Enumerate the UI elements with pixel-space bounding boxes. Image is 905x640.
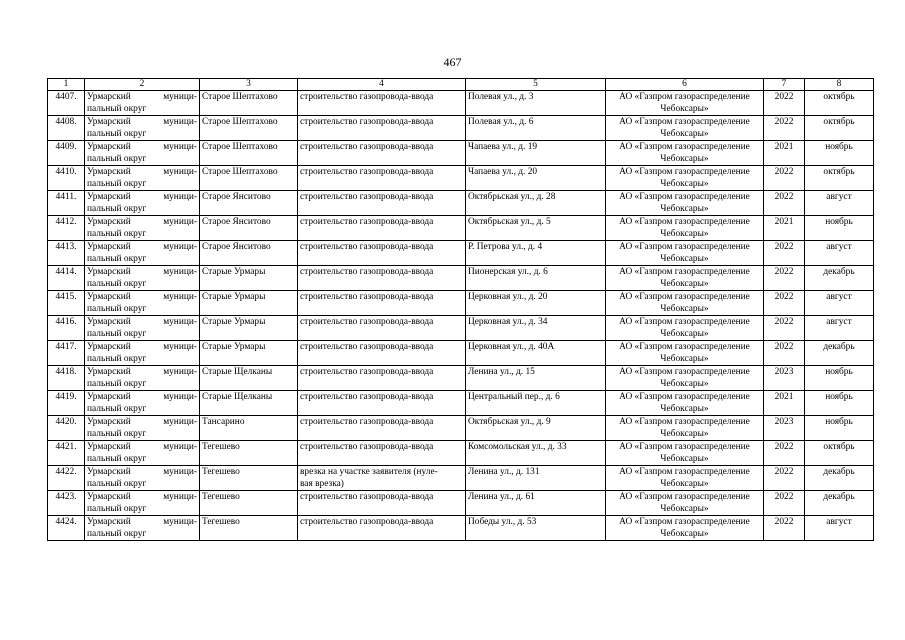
organization-line-1: АО «Газпром газораспределение [619,517,750,527]
organization-line-2: Чебоксары» [660,254,709,264]
organization-line-1: АО «Газпром газораспределение [619,492,750,502]
work-type-line-1: строительство газопровода-ввода [300,517,434,527]
work-type-line-1: строительство газопровода-ввода [300,192,434,202]
work-type-line-1: строительство газопровода-ввода [300,167,434,177]
row-number: 4411. [48,191,85,216]
address-cell: Ленина ул., д. 61 [466,491,606,516]
row-number: 4415. [48,291,85,316]
address-cell: Октябрьская ул., д. 28 [466,191,606,216]
work-type-cell [298,216,466,241]
column-header-3: 3 [200,79,298,91]
address-cell: Победы ул., д. 53 [466,516,606,541]
settlement-cell: Старые Урмары [200,341,298,366]
year-cell: 2022 [764,266,805,291]
table-row [48,366,874,391]
table-row [48,241,874,266]
row-number: 4418. [48,366,85,391]
address-cell: Октябрьская ул., д. 9 [466,416,606,441]
month-cell: август [805,191,874,216]
table-row [48,166,874,191]
settlement-cell: Старое Шептахово [200,141,298,166]
row-number: 4423. [48,491,85,516]
district-word-hyphen: муници- [163,342,197,352]
row-number: 4410. [48,166,85,191]
year-cell: 2023 [764,366,805,391]
district-cell [85,166,200,191]
district-word-hyphen: муници- [163,117,197,127]
month-cell: декабрь [805,341,874,366]
district-cell [85,316,200,341]
month-cell: октябрь [805,441,874,466]
column-header-8: 8 [805,79,874,91]
year-cell: 2022 [764,441,805,466]
table-body [48,91,874,541]
table-row [48,391,874,416]
column-header-2: 2 [85,79,200,91]
district-line-2: пальный округ [87,479,147,489]
district-cell [85,291,200,316]
year-cell: 2022 [764,166,805,191]
work-type-cell [298,416,466,441]
district-word-hyphen: муници- [163,417,197,427]
district-line-2: пальный округ [87,379,147,389]
district-word: Урмарский [87,317,131,327]
work-type-cell [298,316,466,341]
year-cell: 2022 [764,291,805,316]
work-type-cell [298,491,466,516]
district-line-2: пальный округ [87,179,147,189]
row-number: 4413. [48,241,85,266]
table-header-row [48,79,874,91]
district-line-2: пальный округ [87,529,147,539]
work-type-line-1: строительство газопровода-ввода [300,492,434,502]
month-cell: август [805,516,874,541]
district-line-2: пальный округ [87,454,147,464]
address-cell: Чапаева ул., д. 19 [466,141,606,166]
district-cell [85,191,200,216]
organization-line-2: Чебоксары» [660,229,709,239]
district-line-2: пальный округ [87,304,147,314]
address-cell: Церковная ул., д. 40А [466,341,606,366]
year-cell: 2022 [764,516,805,541]
organization-line-2: Чебоксары» [660,129,709,139]
year-cell: 2022 [764,191,805,216]
address-cell: Центральный пер., д. 6 [466,391,606,416]
district-cell [85,516,200,541]
district-word-hyphen: муници- [163,467,197,477]
month-cell: ноябрь [805,391,874,416]
district-word-hyphen: муници- [163,192,197,202]
organization-cell [606,466,764,491]
organization-cell [606,341,764,366]
organization-cell [606,516,764,541]
work-type-cell [298,116,466,141]
settlement-cell: Старые Урмары [200,291,298,316]
organization-line-1: АО «Газпром газораспределение [619,317,750,327]
organization-line-2: Чебоксары» [660,529,709,539]
district-word-hyphen: муници- [163,167,197,177]
district-word-hyphen: муници- [163,142,197,152]
organization-cell [606,391,764,416]
work-type-line-1: строительство газопровода-ввода [300,142,434,152]
district-line-2: пальный округ [87,129,147,139]
work-type-line-1: строительство газопровода-ввода [300,367,434,377]
table-row [48,466,874,491]
address-cell: Пионерская ул., д. 6 [466,266,606,291]
settlement-cell: Старое Янситово [200,191,298,216]
row-number: 4422. [48,466,85,491]
district-word: Урмарский [87,117,131,127]
settlement-cell: Старое Янситово [200,241,298,266]
year-cell: 2021 [764,216,805,241]
district-word: Урмарский [87,267,131,277]
district-word-hyphen: муници- [163,92,197,102]
work-type-cell [298,241,466,266]
settlement-cell: Тегешево [200,441,298,466]
row-number: 4421. [48,441,85,466]
settlement-cell: Старое Шептахово [200,166,298,191]
table-row [48,441,874,466]
organization-cell [606,291,764,316]
organization-line-2: Чебоксары» [660,379,709,389]
organization-cell [606,416,764,441]
work-type-cell [298,166,466,191]
district-word-hyphen: муници- [163,292,197,302]
settlement-cell: Старое Шептахово [200,116,298,141]
district-word-hyphen: муници- [163,317,197,327]
organization-line-2: Чебоксары» [660,154,709,164]
settlement-cell: Тансарино [200,416,298,441]
organization-line-1: АО «Газпром газораспределение [619,417,750,427]
organization-line-1: АО «Газпром газораспределение [619,367,750,377]
district-word: Урмарский [87,142,131,152]
district-word-hyphen: муници- [163,517,197,527]
work-type-line-1: строительство газопровода-ввода [300,442,434,452]
organization-line-2: Чебоксары» [660,504,709,514]
organization-cell [606,191,764,216]
table-row [48,266,874,291]
month-cell: октябрь [805,91,874,116]
settlement-cell: Старые Урмары [200,316,298,341]
district-line-2: пальный округ [87,204,147,214]
organization-line-2: Чебоксары» [660,429,709,439]
row-number: 4417. [48,341,85,366]
organization-cell [606,491,764,516]
district-word-hyphen: муници- [163,367,197,377]
page-number: 467 [443,55,462,69]
district-word-hyphen: муници- [163,492,197,502]
settlement-cell: Тегешево [200,466,298,491]
district-word-hyphen: муници- [163,217,197,227]
year-cell: 2021 [764,391,805,416]
year-cell: 2022 [764,241,805,266]
organization-line-1: АО «Газпром газораспределение [619,442,750,452]
work-type-line-1: строительство газопровода-ввода [300,117,434,127]
table-row [48,516,874,541]
work-type-cell [298,191,466,216]
row-number: 4424. [48,516,85,541]
table-row [48,416,874,441]
address-cell: Октябрьская ул., д. 5 [466,216,606,241]
organization-line-1: АО «Газпром газораспределение [619,342,750,352]
row-number: 4412. [48,216,85,241]
year-cell: 2022 [764,91,805,116]
address-cell: Ленина ул., д. 131 [466,466,606,491]
district-cell [85,241,200,266]
work-type-line-1: строительство газопровода-ввода [300,242,434,252]
month-cell: декабрь [805,466,874,491]
district-line-2: пальный округ [87,329,147,339]
organization-line-1: АО «Газпром газораспределение [619,117,750,127]
work-type-cell [298,366,466,391]
year-cell: 2022 [764,491,805,516]
work-type-cell [298,141,466,166]
district-cell [85,141,200,166]
month-cell: август [805,291,874,316]
table-row [48,191,874,216]
district-word: Урмарский [87,342,131,352]
year-cell: 2022 [764,466,805,491]
address-cell: Р. Петрова ул., д. 4 [466,241,606,266]
work-type-line-1: строительство газопровода-ввода [300,267,434,277]
organization-cell [606,241,764,266]
district-word-hyphen: муници- [163,392,197,402]
district-line-2: пальный округ [87,354,147,364]
address-cell: Церковная ул., д. 34 [466,316,606,341]
district-word: Урмарский [87,417,131,427]
column-header-5: 5 [466,79,606,91]
district-word-hyphen: муници- [163,242,197,252]
district-line-2: пальный округ [87,429,147,439]
month-cell: декабрь [805,266,874,291]
organization-cell [606,141,764,166]
year-cell: 2022 [764,341,805,366]
district-word: Урмарский [87,92,131,102]
work-type-line-1: строительство газопровода-ввода [300,292,434,302]
district-word: Урмарский [87,467,131,477]
organization-line-1: АО «Газпром газораспределение [619,292,750,302]
month-cell: август [805,316,874,341]
district-word: Урмарский [87,292,131,302]
row-number: 4414. [48,266,85,291]
settlement-cell: Старое Шептахово [200,91,298,116]
organization-cell [606,366,764,391]
organization-cell [606,116,764,141]
table-row [48,91,874,116]
district-cell [85,266,200,291]
organization-line-2: Чебоксары» [660,329,709,339]
row-number: 4416. [48,316,85,341]
organization-line-2: Чебоксары» [660,454,709,464]
work-type-cell [298,266,466,291]
organization-line-2: Чебоксары» [660,479,709,489]
organization-line-2: Чебоксары» [660,279,709,289]
month-cell: ноябрь [805,416,874,441]
column-header-4: 4 [298,79,466,91]
organization-line-1: АО «Газпром газораспределение [619,392,750,402]
organization-line-1: АО «Газпром газораспределение [619,142,750,152]
organization-line-1: АО «Газпром газораспределение [619,242,750,252]
district-line-2: пальный округ [87,404,147,414]
row-number: 4408. [48,116,85,141]
organization-line-2: Чебоксары» [660,179,709,189]
district-word-hyphen: муници- [163,442,197,452]
address-cell: Церковная ул., д. 20 [466,291,606,316]
settlement-cell: Старое Янситово [200,216,298,241]
work-type-cell [298,516,466,541]
month-cell: декабрь [805,491,874,516]
column-header-6: 6 [606,79,764,91]
organization-line-1: АО «Газпром газораспределение [619,167,750,177]
month-cell: ноябрь [805,366,874,391]
work-type-line-1: строительство газопровода-ввода [300,342,434,352]
settlement-cell: Старые Урмары [200,266,298,291]
work-type-cell [298,291,466,316]
district-word: Урмарский [87,392,131,402]
month-cell: октябрь [805,166,874,191]
work-type-cell [298,91,466,116]
district-word: Урмарский [87,367,131,377]
district-line-2: пальный округ [87,104,147,114]
work-type-line-1: строительство газопровода-ввода [300,392,434,402]
organization-cell [606,441,764,466]
work-type-line-1: строительство газопровода-ввода [300,92,434,102]
address-cell: Ленина ул., д. 15 [466,366,606,391]
district-cell [85,216,200,241]
district-cell [85,366,200,391]
settlement-cell: Старые Щелканы [200,366,298,391]
district-cell [85,466,200,491]
column-header-1: 1 [48,79,85,91]
organization-line-2: Чебоксары» [660,104,709,114]
settlement-cell: Старые Щелканы [200,391,298,416]
table-row [48,141,874,166]
organization-line-1: АО «Газпром газораспределение [619,92,750,102]
row-number: 4409. [48,141,85,166]
work-type-line-1: врезка на участке заявителя (нуле- [300,467,438,477]
organization-cell [606,216,764,241]
organization-cell [606,266,764,291]
table-row [48,491,874,516]
district-cell [85,416,200,441]
month-cell: ноябрь [805,216,874,241]
district-cell [85,441,200,466]
address-cell: Комсомольская ул., д. 33 [466,441,606,466]
month-cell: октябрь [805,116,874,141]
district-line-2: пальный округ [87,254,147,264]
row-number: 4420. [48,416,85,441]
row-number: 4419. [48,391,85,416]
district-line-2: пальный округ [87,154,147,164]
organization-cell [606,316,764,341]
month-cell: август [805,241,874,266]
year-cell: 2021 [764,141,805,166]
district-cell [85,341,200,366]
organization-line-1: АО «Газпром газораспределение [619,192,750,202]
district-cell [85,91,200,116]
organization-line-2: Чебоксары» [660,204,709,214]
gasification-table [47,78,874,541]
district-cell [85,116,200,141]
address-cell: Полевая ул., д. 6 [466,116,606,141]
organization-cell [606,91,764,116]
work-type-cell [298,441,466,466]
address-cell: Полевая ул., д. 3 [466,91,606,116]
work-type-cell [298,341,466,366]
organization-line-1: АО «Газпром газораспределение [619,467,750,477]
work-type-cell [298,391,466,416]
district-line-2: пальный округ [87,279,147,289]
organization-line-1: АО «Газпром газораспределение [619,267,750,277]
work-type-cell [298,466,466,491]
settlement-cell: Тегешево [200,491,298,516]
district-cell [85,491,200,516]
district-cell [85,391,200,416]
district-line-2: пальный округ [87,229,147,239]
district-word-hyphen: муници- [163,267,197,277]
month-cell: ноябрь [805,141,874,166]
district-line-2: пальный округ [87,504,147,514]
organization-line-2: Чебоксары» [660,354,709,364]
district-word: Урмарский [87,167,131,177]
district-word: Урмарский [87,217,131,227]
table-row [48,316,874,341]
column-header-7: 7 [764,79,805,91]
organization-line-2: Чебоксары» [660,404,709,414]
organization-line-2: Чебоксары» [660,304,709,314]
work-type-line-1: строительство газопровода-ввода [300,217,434,227]
year-cell: 2022 [764,316,805,341]
work-type-line-2: вая врезка) [300,479,344,489]
table-row [48,216,874,241]
year-cell: 2022 [764,116,805,141]
organization-cell [606,166,764,191]
work-type-line-1: строительство газопровода-ввода [300,417,434,427]
year-cell: 2023 [764,416,805,441]
table-row [48,116,874,141]
settlement-cell: Тегешево [200,516,298,541]
row-number: 4407. [48,91,85,116]
table-row [48,341,874,366]
organization-line-1: АО «Газпром газораспределение [619,217,750,227]
table-row [48,291,874,316]
district-word: Урмарский [87,442,131,452]
district-word: Урмарский [87,242,131,252]
address-cell: Чапаева ул., д. 20 [466,166,606,191]
district-word: Урмарский [87,517,131,527]
work-type-line-1: строительство газопровода-ввода [300,317,434,327]
district-word: Урмарский [87,492,131,502]
district-word: Урмарский [87,192,131,202]
